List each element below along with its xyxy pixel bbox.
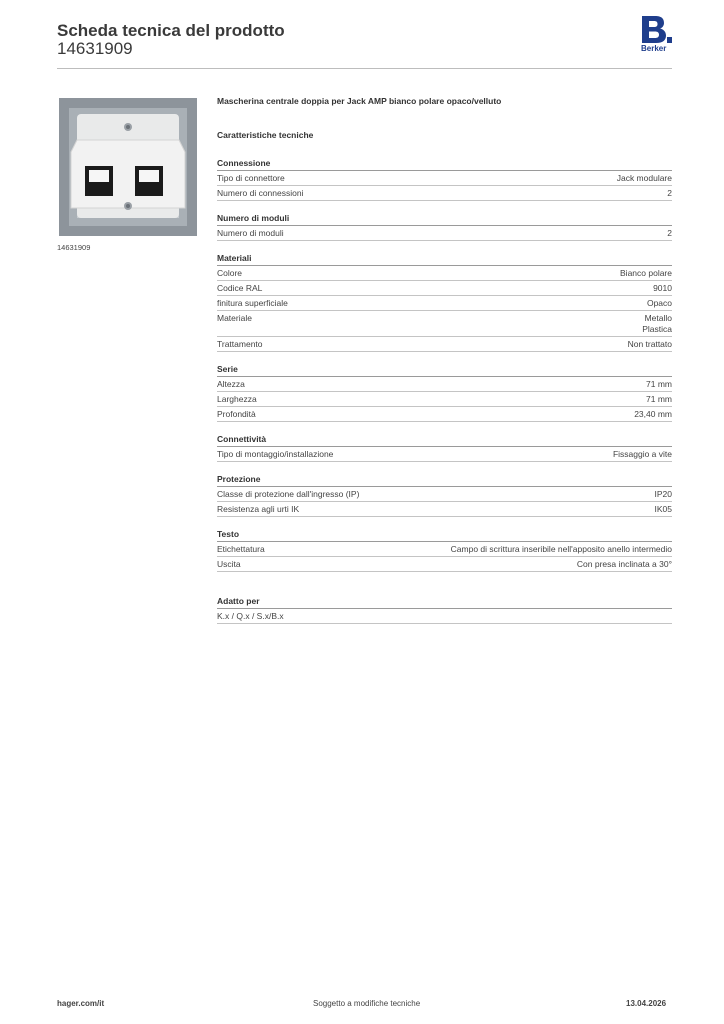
spec-row — [217, 377, 672, 392]
spec-value — [667, 228, 672, 239]
spec-value — [628, 339, 672, 350]
spec-groups — [217, 156, 672, 624]
spec-value-line: IP20 — [654, 489, 672, 499]
spec-group-title: Materiali — [217, 251, 672, 266]
spec-group — [217, 594, 672, 624]
spec-group — [217, 472, 672, 517]
spec-label: Materiale — [217, 313, 252, 323]
spec-value — [451, 544, 672, 555]
spec-value-line: Plastica — [642, 324, 672, 334]
spec-label: Uscita — [217, 559, 241, 569]
spec-value-line: Con presa inclinata a 30° — [576, 559, 672, 569]
spec-label: Colore — [217, 268, 243, 278]
berker-b-icon — [640, 16, 672, 44]
spec-group — [217, 527, 672, 572]
spec-row — [217, 392, 672, 407]
footer-date: 13.04.2026 — [626, 999, 667, 1008]
spec-row — [217, 266, 672, 281]
spec-value — [646, 379, 672, 390]
spec-value-line: Fissaggio a vite — [612, 449, 672, 459]
spec-value-line: Metallo — [644, 313, 672, 323]
spec-value — [620, 268, 672, 279]
spec-label: K.x / Q.x / S.x/B.x — [217, 611, 284, 621]
product-description: Mascherina centrale doppia per Jack AMP bianco polare opaco/velluto — [217, 96, 502, 106]
spec-group — [217, 156, 672, 201]
spec-row — [217, 557, 672, 572]
spec-value — [613, 449, 672, 460]
spec-group — [217, 362, 672, 422]
spec-value — [577, 559, 672, 570]
spec-value — [634, 409, 672, 420]
spec-label: finitura superficiale — [217, 298, 288, 308]
spec-label: Etichettatura — [217, 544, 265, 554]
spec-heading: Caratteristiche tecniche — [217, 130, 314, 140]
spec-value-line: Opaco — [646, 298, 672, 308]
spec-row — [217, 542, 672, 557]
spec-value — [655, 504, 673, 515]
spec-content — [217, 96, 672, 634]
spec-row — [217, 337, 672, 352]
spec-label: Numero di moduli — [217, 228, 284, 238]
spec-group-title: Adatto per — [217, 594, 672, 609]
spec-label: Trattamento — [217, 339, 263, 349]
spec-label: Tipo di montaggio/installazione — [217, 449, 334, 459]
footer-note: Soggetto a modifiche tecniche — [313, 999, 421, 1008]
spec-value-line: 71 mm — [646, 379, 672, 389]
spec-row — [217, 296, 672, 311]
spec-value-line: 2 — [667, 188, 672, 198]
spec-value-line: Campo di scrittura inseribile nell'apposito anello intermedio — [450, 544, 672, 554]
spec-value — [647, 298, 672, 309]
spec-value-line: IK05 — [654, 504, 672, 514]
spec-row — [217, 609, 672, 624]
spec-label: Larghezza — [217, 394, 257, 404]
spec-group-title: Protezione — [217, 472, 672, 487]
spec-label: Profondità — [217, 409, 256, 419]
page-title: Scheda tecnica del prodotto — [57, 21, 285, 40]
spec-value-line: 9010 — [653, 283, 672, 293]
spec-row — [217, 407, 672, 422]
spec-group-title: Connessione — [217, 156, 672, 171]
spec-group-title: Testo — [217, 527, 672, 542]
header-divider — [57, 68, 672, 69]
spec-group-title: Connettività — [217, 432, 672, 447]
brand-logo — [640, 16, 676, 56]
spec-label: Numero di connessioni — [217, 188, 304, 198]
spec-value-line: 2 — [667, 228, 672, 238]
spec-row — [217, 171, 672, 186]
brand-name: Berker — [641, 44, 667, 53]
spec-row — [217, 281, 672, 296]
spec-value — [617, 173, 672, 184]
spec-value-line: 23,40 mm — [634, 409, 672, 419]
footer-website[interactable]: hager.com/it — [57, 999, 105, 1008]
spec-value — [655, 489, 673, 500]
spec-group-title: Serie — [217, 362, 672, 377]
product-image — [57, 96, 199, 238]
spec-label: Tipo di connettore — [217, 173, 285, 183]
spec-label: Altezza — [217, 379, 245, 389]
product-code: 14631909 — [57, 39, 133, 58]
spec-row — [217, 311, 672, 337]
spec-row — [217, 502, 672, 517]
image-caption: 14631909 — [57, 243, 91, 252]
spec-group — [217, 432, 672, 462]
spec-value — [667, 188, 672, 199]
spec-row — [217, 226, 672, 241]
spec-row — [217, 447, 672, 462]
spec-group — [217, 251, 672, 352]
spec-value — [646, 394, 672, 405]
spec-row — [217, 186, 672, 201]
spec-value-line: Non trattato — [627, 339, 672, 349]
spec-group — [217, 211, 672, 241]
spec-value — [653, 283, 672, 294]
spec-label: Classe di protezione dall'ingresso (IP) — [217, 489, 360, 499]
spec-group-title: Numero di moduli — [217, 211, 672, 226]
spec-value — [642, 313, 672, 335]
spec-label: Resistenza agli urti IK — [217, 504, 300, 514]
spec-value-line: 71 mm — [646, 394, 672, 404]
spec-label: Codice RAL — [217, 283, 263, 293]
spec-row — [217, 487, 672, 502]
spec-value-line: Jack modulare — [616, 173, 672, 183]
spec-value-line: Bianco polare — [620, 268, 672, 278]
